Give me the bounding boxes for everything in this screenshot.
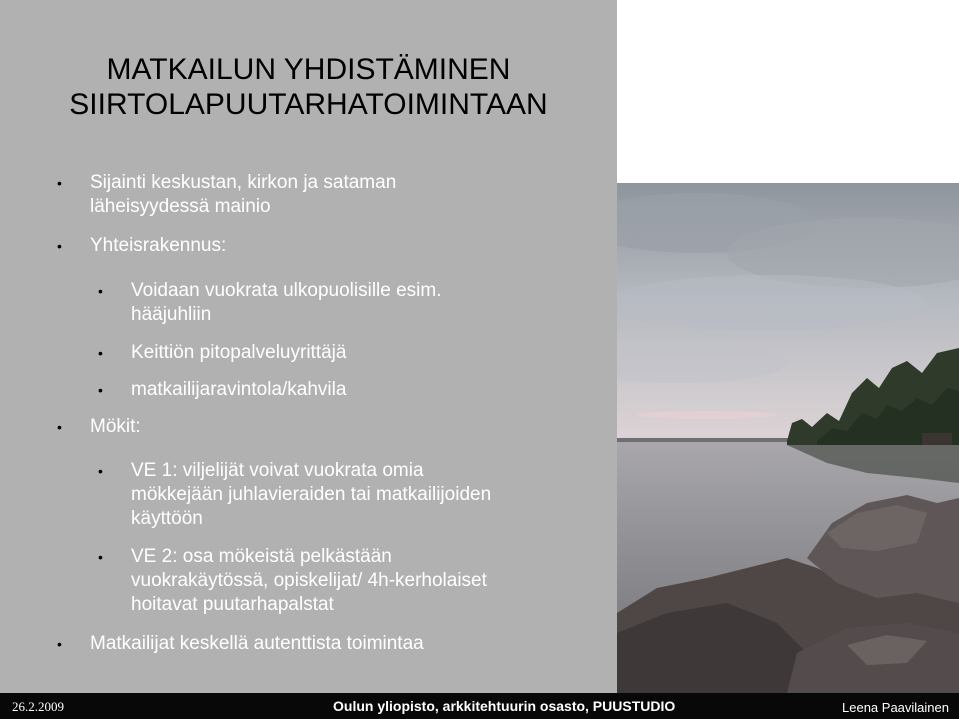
subbullet-option-1 (98, 459, 571, 531)
bullet-text: läheisyydessä mainio (90, 196, 271, 217)
bullet-text: vuokrakäytössä, opiskelijat/ 4h-kerholaiset (131, 570, 487, 591)
bullet-cottages (57, 415, 560, 439)
bullet-location (57, 171, 560, 219)
bullet-text: VE 1: viljelijät voivat vuokrata omia (131, 460, 424, 481)
bullet-text: Mökit: (90, 416, 141, 437)
bullet-tourists (57, 632, 560, 656)
footer-bar (0, 693, 959, 719)
bullet-text: Sijainti keskustan, kirkon ja sataman (90, 172, 397, 193)
footer-date: 26.2.2009 (12, 699, 64, 714)
bullet-text: mökkejään juhlavieraiden tai matkailijoiden (131, 484, 492, 505)
bullet-text: hoitavat puutarhapalstat (131, 594, 334, 615)
bullet-text: hääjuhliin (131, 304, 212, 325)
bullet-dot: • (98, 382, 103, 398)
bullet-dot: • (98, 283, 103, 299)
bullet-dot: • (57, 175, 62, 191)
bullet-dot: • (98, 345, 103, 361)
footer-author: Leena Paavilainen (842, 700, 949, 715)
subbullet-option-2 (98, 545, 571, 617)
bullet-text: VE 2: osa mökeistä pelkästään (131, 546, 392, 567)
title-line-2: SIIRTOLAPUUTARHATOIMINTAAN (69, 88, 548, 121)
slide-title (0, 52, 617, 122)
subbullet-restaurant (98, 378, 571, 402)
title-line-1: MATKAILUN YHDISTÄMINEN (106, 53, 511, 86)
bullet-dot: • (57, 636, 62, 652)
subbullet-catering (98, 341, 571, 365)
bullet-shared-building (57, 234, 560, 258)
bullet-text: Yhteisrakennus: (90, 235, 227, 256)
bullet-text: Matkailijat keskellä autenttista toimintaa (90, 633, 424, 654)
footer-organization: Oulun yliopisto, arkkitehtuurin osasto, PUUSTUDIO (333, 698, 676, 714)
bullet-text: käyttöön (131, 508, 203, 529)
bullet-dot: • (98, 463, 103, 479)
bullet-text: matkailijaravintola/kahvila (131, 379, 347, 400)
lake-photo (617, 183, 959, 693)
bullet-text: Keittiön pitopalveluyrittäjä (131, 342, 347, 363)
subbullet-rental (98, 279, 571, 327)
bullet-dot: • (98, 549, 103, 565)
bullet-dot: • (57, 238, 62, 254)
bullet-dot: • (57, 419, 62, 435)
bullet-text: Voidaan vuokrata ulkopuolisille esim. (131, 280, 442, 301)
